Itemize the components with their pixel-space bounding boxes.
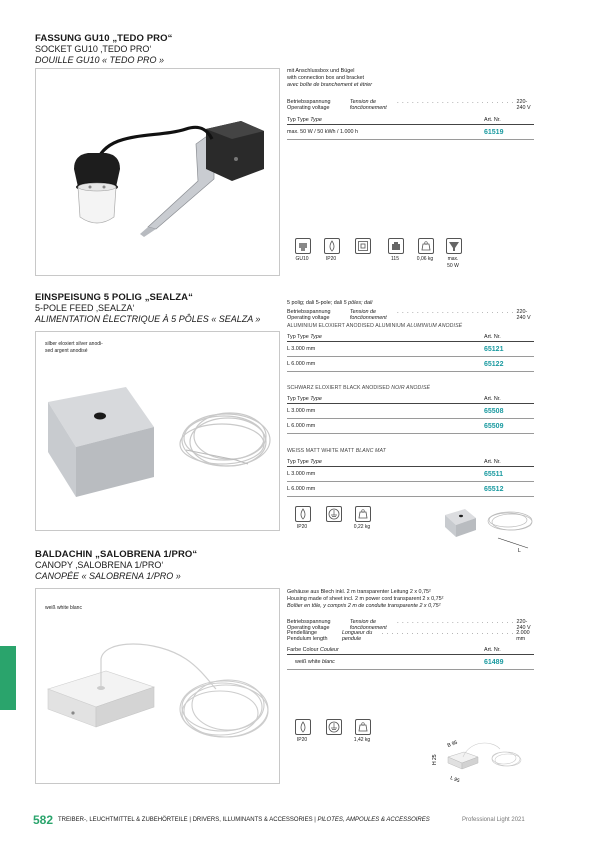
salobrena-voltage-row: Betriebsspannung Operating voltage Tension de fonctionnement . . . . . . . . . . . . . . . . . . . . . . . . 220-240 V [287, 619, 534, 631]
group-label-aluminium [287, 323, 462, 329]
sealza-desc-fr: 5 pôles; dali [343, 300, 373, 306]
ip20-icon [295, 506, 311, 522]
dim-l-label: L [518, 548, 521, 554]
dim-h-label: H 25 [432, 754, 438, 765]
row-art-nr: 65508 [484, 407, 504, 415]
sealza-title-fr: ALIMENTATION ÉLECTRIQUE À 5 PÔLES « SEALZA » [35, 314, 261, 324]
chapter-tab [0, 646, 16, 710]
sealza-feed-image [36, 332, 279, 530]
col-type: Typ Type [287, 117, 309, 123]
group-label-fr: NOIR ANODISÉ [391, 385, 431, 391]
sealza-title-en: 5-POLE FEED ‚SEALZA‘ [35, 303, 135, 313]
tedo-title-en: SOCKET GU10 ‚TEDO PRO‘ [35, 44, 152, 54]
row-art-nr: 61489 [484, 658, 504, 666]
tedo-photo [35, 68, 280, 276]
row-art-nr: 65511 [484, 470, 504, 478]
table-row [287, 357, 534, 372]
ip20-label: IP20 [325, 256, 337, 262]
salobrena-desc-de: Gehäuse aus Blech inkl. 2 m transparenter Leitung 2 x 0,75² [287, 589, 431, 595]
max-wattage-label: 50 W [447, 263, 459, 269]
sealza-photo-caption [45, 341, 103, 355]
group-label-fr: BLANC MAT [355, 448, 386, 454]
dim-b-label: B 95 [446, 739, 459, 749]
col-art: Art. Nr. [484, 117, 501, 123]
sealza-table-black [287, 392, 534, 434]
col-type-fr: Type [310, 459, 322, 465]
weight-icon [418, 238, 434, 254]
row-art-nr: 65509 [484, 422, 504, 430]
page-number: 582 [33, 813, 54, 827]
sealza-dimension-drawing [440, 500, 540, 555]
tedo-desc-en: with connection box and bracket [287, 75, 365, 81]
tedo-table [287, 113, 534, 140]
tedo-voltage-row: Betriebsspannung Operating voltage Tension de fonctionnement . . . . . . . . . . . . . . . . . . . . . . . . 220-240 V [287, 99, 534, 111]
voltage-label-fr: Tension de fonctionnement [349, 619, 387, 631]
earth-icon [326, 719, 342, 735]
dim-l-label: L 95 [449, 775, 461, 785]
gu10-label: GU10 [295, 256, 309, 262]
row-type: weiß white [295, 659, 321, 665]
row-type: L 6.000 mm [287, 361, 316, 367]
pendulum-label-fr: Longueur du pendule [341, 630, 373, 642]
tedo-socket-image [36, 69, 279, 275]
col-art: Art. Nr. [484, 647, 501, 653]
row-art-nr: 61519 [484, 128, 504, 136]
group-label-text: ALUMINIUM ELOXIERT ANODISED ALUMINIUM [287, 323, 406, 329]
salobrena-title-en: CANOPY ‚SALOBRENA 1/PRO‘ [35, 560, 164, 570]
pendulum-value: 2.000 mm [516, 630, 530, 642]
row-type: L 6.000 mm [287, 486, 316, 492]
sealza-photo [35, 331, 280, 531]
salobrena-canopy-image [36, 589, 279, 783]
col-type-fr: Type [310, 117, 322, 123]
group-label-text: WEISS MATT WHITE MATT [287, 448, 355, 454]
dimension-icon [388, 238, 404, 254]
sealza-title-de: EINSPEISUNG 5 POLIG „SEALZA“ [35, 292, 193, 303]
tedo-desc-fr: avec boîte de branchement et étrier [287, 82, 373, 88]
row-type: L 3.000 mm [287, 471, 316, 477]
salobrena-photo [35, 588, 280, 784]
dimension-label: 115 [391, 256, 399, 262]
group-label-text: SCHWARZ ELOXIERT BLACK ANODISED [287, 385, 390, 391]
col-type-fr: Type [310, 334, 322, 340]
voltage-label: Betriebsspannung Operating voltage [287, 619, 331, 631]
table-row [287, 342, 534, 357]
voltage-label-fr: Tension de fonctionnement [349, 309, 387, 321]
col-type: Farbe Colour [287, 647, 319, 653]
col-art: Art. Nr. [484, 334, 501, 340]
salobrena-photo-caption: weiß white blanc [45, 605, 82, 611]
group-label-fr: ALUMINIUM ANODISÉ [406, 323, 463, 329]
footer-text-fr: PILOTES, AMPOULES & ACCESSOIRES [317, 817, 430, 823]
brand-label: Professional Light 2021 [462, 817, 525, 823]
weight-label: 1,42 kg [353, 737, 371, 743]
table-row [287, 419, 534, 434]
sealza-voltage-row: Betriebsspannung Operating voltage Tension de fonctionnement . . . . . . . . . . . . . . . . . . . . . . . . 220-240 V [287, 309, 534, 321]
voltage-label: Betriebsspannung Operating voltage [287, 309, 331, 321]
footer-text-de: TREIBER-, LEUCHTMITTEL & ZUBEHÖRTEILE | DRIVERS, ILLUMINANTS & ACCESSORIES | [58, 817, 316, 823]
tedo-title-de: FASSUNG GU10 „TEDO PRO“ [35, 33, 173, 44]
voltage-value: 220-240 V [516, 99, 531, 111]
voltage-label-fr: Tension de fonctionnement [349, 99, 387, 111]
weight-icon [355, 719, 371, 735]
col-type: Typ Type [287, 396, 309, 402]
caption-line-1: silber eloxiert silver anodi- [45, 341, 103, 347]
row-type: L 3.000 mm [287, 408, 316, 414]
table-row [287, 125, 534, 140]
table-row [287, 482, 534, 497]
table-row [287, 404, 534, 419]
voltage-value: 220-240 V [516, 619, 531, 631]
sealza-desc [287, 300, 372, 307]
tedo-desc-de: mit Anschlussbox und Bügel [287, 68, 355, 74]
row-type: L 3.000 mm [287, 346, 316, 352]
weight-icon [355, 506, 371, 522]
group-label-black [287, 385, 430, 391]
footer-text [58, 817, 430, 823]
salobrena-title-fr: CANOPÉE « SALOBRENA 1/PRO » [35, 571, 181, 581]
salobrena-dimension-drawing [430, 735, 540, 785]
sealza-table-aluminium [287, 330, 534, 372]
salobrena-pendulum-row: Pendellänge Pendulum length Longueur du pendule . . . . . . . . . . . . . . . . . . . . . . . . . . . 2.000 mm [287, 630, 534, 642]
voltage-label: Betriebsspannung Operating voltage [287, 99, 331, 111]
tedo-title-fr: DOUILLE GU10 « TEDO PRO » [35, 55, 165, 65]
table-row [287, 655, 534, 670]
max-label: max. [447, 256, 459, 262]
col-type: Typ Type [287, 334, 309, 340]
ip20-icon [295, 719, 311, 735]
max-wattage-icon [446, 238, 462, 254]
col-type-fr: Couleur [319, 647, 339, 653]
salobrena-desc-en: Housing made of sheet incl. 2 m power cord transparent 2 x 0,75² [287, 596, 444, 602]
group-label-white [287, 448, 386, 454]
weight-label: 0,22 kg [353, 524, 371, 530]
salobrena-title-de: BALDACHIN „SALOBRENA 1/PRO“ [35, 549, 198, 560]
row-art-nr: 65121 [484, 345, 504, 353]
col-type-fr: Type [310, 396, 322, 402]
table-row [287, 467, 534, 482]
row-type: max. 50 W / 50 kWh / 1.000 h [287, 129, 359, 135]
class2-icon [355, 238, 371, 254]
sealza-table-white [287, 455, 534, 497]
col-art: Art. Nr. [484, 459, 501, 465]
row-type: L 6.000 mm [287, 423, 316, 429]
col-type: Typ Type [287, 459, 309, 465]
row-art-nr: 65512 [484, 485, 504, 493]
sealza-desc-text: 5 polig; dali 5-pole; dali [287, 300, 343, 306]
earth-icon [326, 506, 342, 522]
ip20-label: IP20 [296, 524, 308, 530]
pendulum-label: Pendellänge Pendulum length [287, 630, 328, 642]
weight-label: 0,06 kg [416, 256, 434, 262]
col-art: Art. Nr. [484, 396, 501, 402]
caption-line-2: sed argent anodisé [45, 348, 88, 354]
salobrena-desc-fr: Boîtier en tôle, y compris 2 m de conduite transparente 2 x 0,75² [287, 603, 441, 609]
row-type-fr: blanc [321, 659, 335, 665]
ip20-label: IP20 [296, 737, 308, 743]
salobrena-table [287, 643, 534, 670]
ip20-icon [324, 238, 340, 254]
gu10-icon [295, 238, 311, 254]
row-art-nr: 65122 [484, 360, 504, 368]
voltage-value: 220-240 V [516, 309, 531, 321]
